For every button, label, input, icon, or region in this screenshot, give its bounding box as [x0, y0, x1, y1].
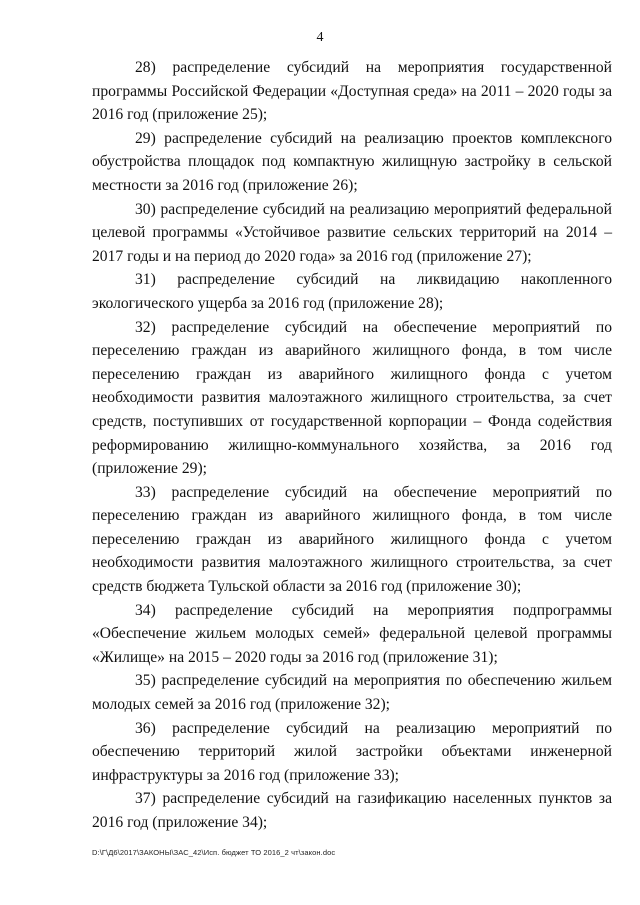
list-item: 37) распределение субсидий на газификацию населенных пунктов за 2016 год (приложение 34); [92, 790, 612, 831]
list-item: 33) распределение субсидий на обеспечение мероприятий по переселению граждан из аварийного жилищного фонда, в том числе переселению граждан из аварийного жилищного фонда с учетом необходимости развития малоэтажного жилищного строительства, за счет средств бюджета Тульской области за 2016 год (приложение 30); [92, 483, 612, 596]
file-path-footer: D:\Г\Д6\2017\ЗАКОНЫ\ЗАС_42\Исп. бюджет ТО 2016_2 чт\закон.doc [92, 848, 336, 857]
list-item: 28) распределение субсидий на мероприятия государственной программы Российской Федерации «Доступная среда» на 2011 – 2020 годы за 2016 год (приложение 25); [92, 59, 612, 124]
page-number: 4 [316, 30, 324, 45]
list-item: 35) распределение субсидий на мероприятия по обеспечению жильем молодых семей за 2016 год (приложение 32); [92, 672, 612, 714]
list-item: 34) распределение субсидий на мероприятия подпрограммы «Обеспечение жильем молодых семей» федеральной целевой программы «Жилище» на 2015 – 2020 годы за 2016 год (приложение 31); [92, 601, 612, 666]
list-item: 29) распределение субсидий на реализацию проектов комплексного обустройства площадок под компактную жилищную застройку в сельской местности за 2016 год (приложение 26); [92, 129, 612, 194]
list-item: 36) распределение субсидий на реализацию мероприятий по обеспечению территорий жилой застройки объектами инженерной инфраструктуры за 2016 год (приложение 33); [92, 719, 612, 784]
document-body [92, 56, 612, 835]
list-item: 31) распределение субсидий на ликвидацию накопленного экологического ущерба за 2016 год (приложение 28); [92, 271, 612, 312]
list-item: 32) распределение субсидий на обеспечение мероприятий по переселению граждан из аварийного жилищного фонда, в том числе переселению граждан из аварийного жилищного фонда с учетом необходимости развития малоэтажного жилищного строительства, за счет средств, поступивших от государственной корпорации – Фонда содействия реформированию жилищно-коммунального хозяйства, за 2016 год (приложение 29); [92, 318, 612, 478]
list-item: 30) распределение субсидий на реализацию мероприятий федеральной целевой программы «Устойчивое развитие сельских территорий на 2014 – 2017 годы и на период до 2020 года» за 2016 год (приложение 27); [92, 200, 612, 265]
